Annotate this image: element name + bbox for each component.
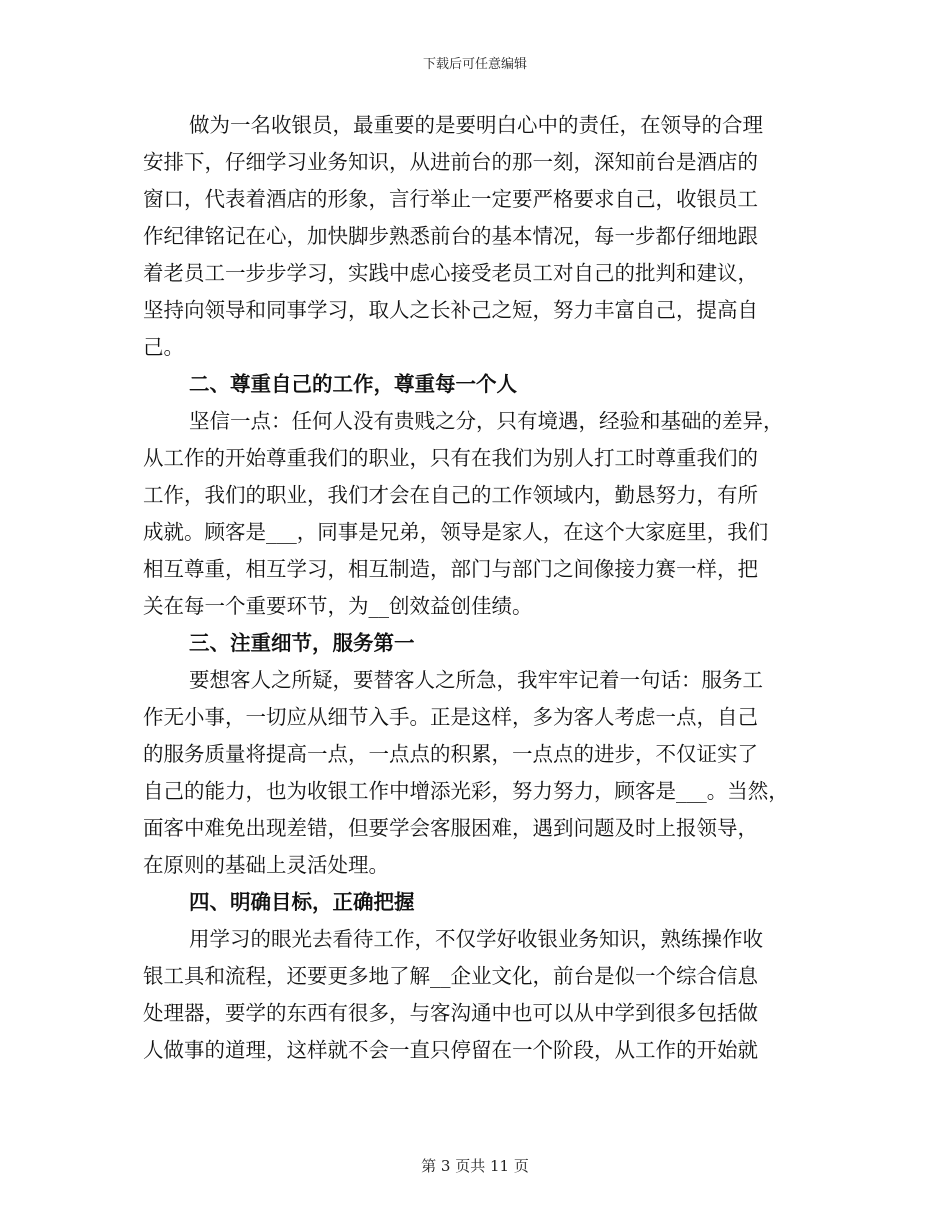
section-heading: 二、尊重自己的工作，尊重每一个人	[189, 372, 517, 396]
paragraph-line: 窗口，代表着酒店的形象，言行举止一定要严格要求自己，收银员工	[143, 187, 758, 211]
paragraph-line: 关在每一个重要环节，为__创效益创佳绩。	[143, 594, 533, 618]
paragraph-line: 在原则的基础上灵活处理。	[143, 853, 389, 877]
paragraph-line: 作纪律铭记在心，加快脚步熟悉前台的基本情况，每一步都仔细地跟	[143, 224, 758, 248]
paragraph-line: 银工具和流程，还要更多地了解__企业文化，前台是似一个综合信息	[143, 964, 758, 988]
paragraph-line: 安排下，仔细学习业务知识，从进前台的那一刻，深知前台是酒店的	[143, 150, 758, 174]
section-heading: 四、明确目标，正确把握	[189, 890, 415, 914]
paragraph-line: 自己的能力，也为收银工作中增添光彩，努力努力，顾客是___。当然，	[143, 779, 789, 803]
paragraph-line: 处理器，要学的东西有很多，与客沟通中也可以从中学到很多包括做	[143, 1001, 758, 1025]
paragraph-line: 着老员工一步步学习，实践中虑心接受老员工对自己的批判和建议，	[143, 261, 758, 285]
paragraph-line: 用学习的眼光去看待工作，不仅学好收银业务知识，熟练操作收	[189, 927, 763, 951]
section-heading: 三、注重细节，服务第一	[189, 631, 415, 655]
paragraph-line: 作无小事，一切应从细节入手。正是这样，多为客人考虑一点，自己	[143, 705, 758, 729]
page-footer: 第 3 页共 11 页	[421, 1157, 529, 1175]
paragraph-line: 坚持向领导和同事学习，取人之长补己之短，努力丰富自己，提高自	[143, 298, 758, 322]
paragraph-line: 坚信一点：任何人没有贵贱之分，只有境遇，经验和基础的差异，	[189, 409, 784, 433]
paragraph-line: 做为一名收银员，最重要的是要明白心中的责任，在领导的合理	[189, 113, 763, 137]
paragraph-line: 己。	[143, 335, 184, 359]
paragraph-line: 的服务质量将提高一点，一点点的积累，一点点的进步，不仅证实了	[143, 742, 758, 766]
paragraph-line: 要想客人之所疑，要替客人之所急，我牢牢记着一句话：服务工	[189, 668, 763, 692]
paragraph-line: 人做事的道理，这样就不会一直只停留在一个阶段，从工作的开始就	[143, 1038, 758, 1062]
page-header: 下载后可任意编辑	[422, 57, 527, 72]
paragraph-line: 工作，我们的职业，我们才会在自己的工作领域内，勤恳努力，有所	[143, 483, 758, 507]
paragraph-line: 从工作的开始尊重我们的职业，只有在我们为别人打工时尊重我们的	[143, 446, 758, 470]
paragraph-line: 成就。顾客是___，同事是兄弟，领导是家人，在这个大家庭里，我们	[143, 520, 769, 544]
paragraph-line: 相互尊重，相互学习，相互制造，部门与部门之间像接力赛一样，把	[143, 557, 758, 581]
paragraph-line: 面客中难免出现差错，但要学会客服困难，遇到问题及时上报领导，	[143, 816, 758, 840]
